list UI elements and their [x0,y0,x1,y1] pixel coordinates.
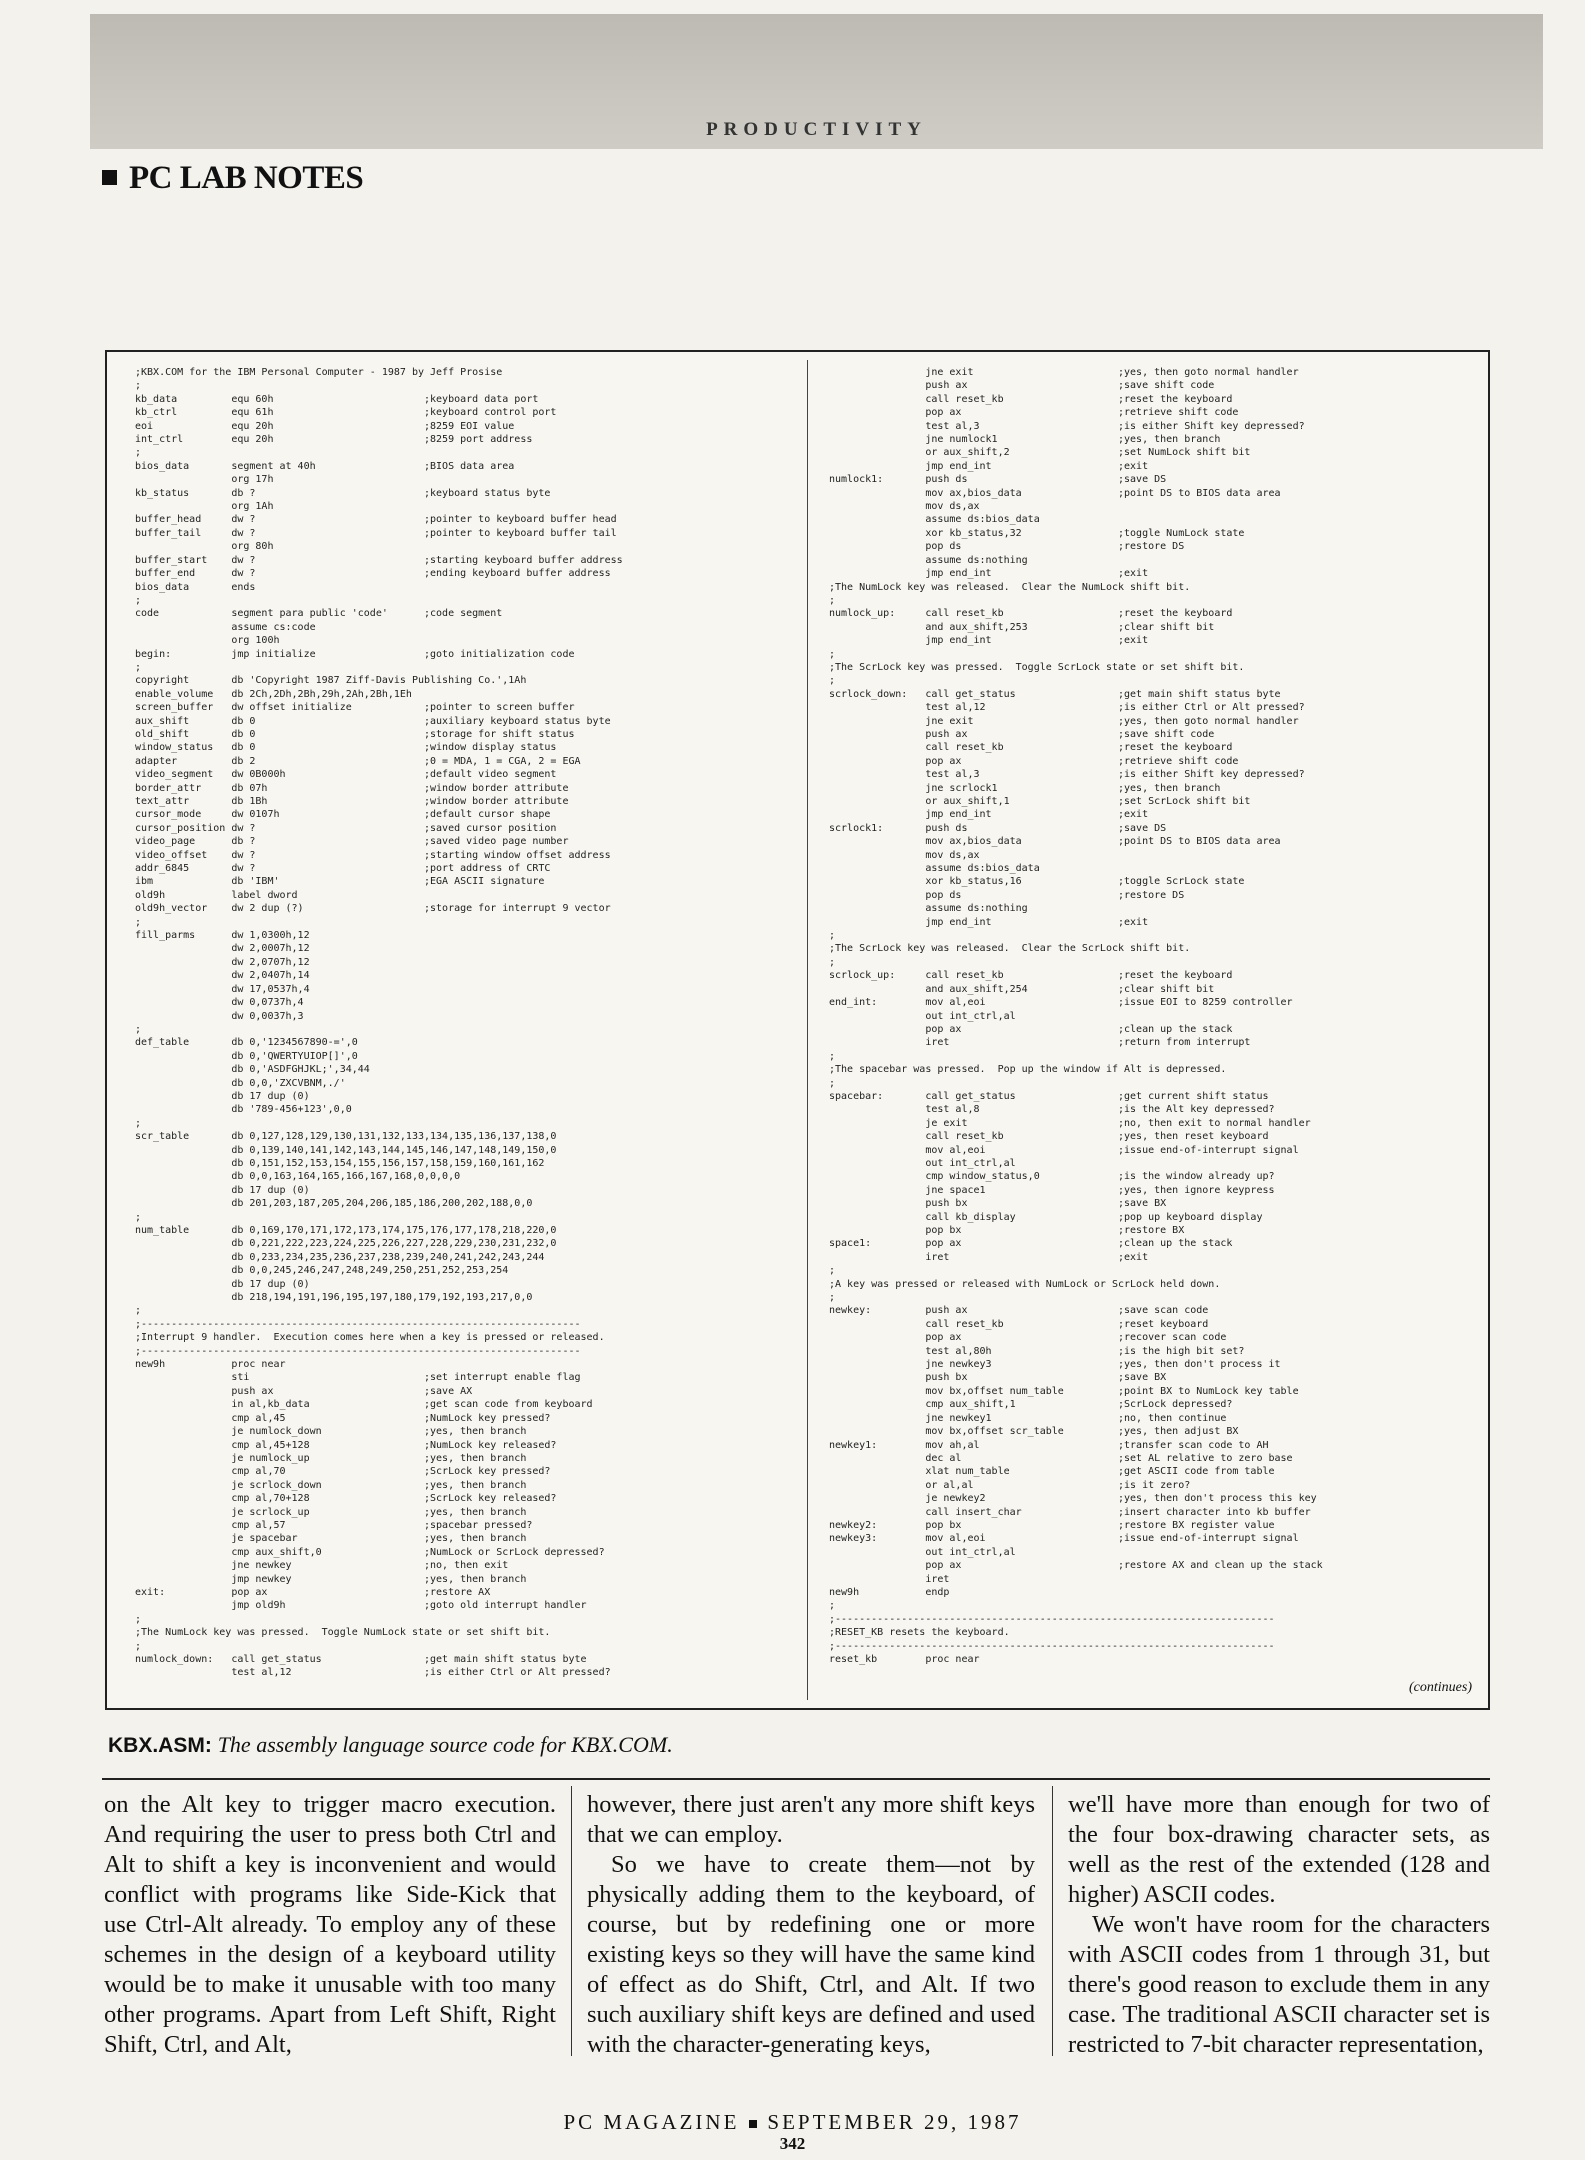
page-footer [0,2110,1585,2135]
code-listing-left-text: ;KBX.COM for the IBM Personal Computer - 1987 by Jeff Prosise ; kb_data equ 60h ;keyboard data port kb_ctrl equ 61h ;keyboard control port eoi equ 20h ;8259 EOI value int_ctrl equ 20h ;8259 port address ; bios_data segment at 40h ;BIOS data area org 17h kb_status db ? ;keyboard status byte org 1Ah buffer_head dw ? ;pointer to keyboard buffer head buffer_tail dw ? ;pointer to keyboard buffer tail org 80h buffer_start dw ? ;starting keyboard buffer address buffer_end dw ? ;ending keyboard buffer address bios_data ends ; code segment para public 'code' ;code segment assume cs:code org 100h begin: jmp initialize ;goto initialization code ; copyright db 'Copyright 1987 Ziff-Davis Publishing Co.',1Ah enable_volume db 2Ch,2Dh,2Bh,29h,2Ah,2Bh,1Eh screen_buffer dw offset initialize ;pointer to screen buffer aux_shift db 0 ;auxiliary keyboard status byte old_shift db 0 ;storage for shift status window_status db 0 ;window display status adapter db 2 ;0 = MDA, 1 = CGA, 2 = EGA video_segment dw 0B000h ;default video segment border_attr db 07h ;window border attribute text_attr db 1Bh ;window border attribute cursor_mode dw 0107h ;default cursor shape cursor_position dw ? ;saved cursor position video_page db ? ;saved video page number video_offset dw ? ;starting window offset address addr_6845 dw ? ;port address of CRTC ibm db 'IBM' ;EGA ASCII signature old9h label dword old9h_vector dw 2 dup (?) ;storage for interrupt 9 vector ; fill_parms dw 1,0300h,12 dw 2,0007h,12 dw 2,0707h,12 dw 2,0407h,14 dw 17,0537h,4 dw 0,0737h,4 dw 0,0037h,3 ; def_table db 0,'1234567890-=',0 db 0,'QWERTYUIOP[]',0 db 0,'ASDFGHJKL;',34,44 db 0,0,'ZXCVBNM,./' db 17 dup (0) db '789-456+123',0,0 ; scr_table db 0,127,128,129,130,131,132,133,134,135,136,137,138,0 db 0,139,140,141,142,143,144,145,146,147,148,149,150,0 db 0,151,152,153,154,155,156,157,158,159,160,161,162 db 0,0,163,164,165,166,167,168,0,0,0,0 db 17 dup (0) db 201,203,187,205,204,206,185,186,200,202,188,0,0 ; num_table db 0,169,170,171,172,173,174,175,176,177,178,218,220,0 db 0,221,222,223,224,225,226,227,228,229,230,231,232,0 db 0,233,234,235,236,237,238,239,240,241,242,243,244 db 0,0,245,246,247,248,249,250,251,252,253,254 db 17 dup (0) db 218,194,191,196,195,197,180,179,192,193,217,0,0 ; ;------------------------------------------------------------------------- ;Interrupt 9 handler. Execution comes here when a key is pressed or released. ;------------------------------------------------------------------------- new9h proc near sti ;set interrupt enable flag push ax ;save AX in al,kb_data ;get scan code from keyboard cmp al,45 ;NumLock key pressed? je numlock_down ;yes, then branch cmp al,45+128 ;NumLock key released? je numlock_up ;yes, then branch cmp al,70 ;ScrLock key pressed? je scrlock_down ;yes, then branch cmp al,70+128 ;ScrLock key released? je scrlock_up ;yes, then branch cmp al,57 ;spacebar pressed? je spacebar ;yes, then branch cmp aux_shift,0 ;NumLock or ScrLock depressed? jne newkey ;no, then exit jmp newkey ;yes, then branch exit: pop ax ;restore AX jmp old9h ;goto old interrupt handler ; ;The NumLock key was pressed. Toggle NumLock state or set shift bit. ; numlock_down: call get_status ;get main shift status byte test al,12 ;is either Ctrl or Alt pressed? [135,367,623,1679]
caption-text: The assembly language source code for KBX.COM. [217,1732,673,1757]
section-banner [90,14,1543,149]
footer-bullet-icon [749,2120,757,2128]
column-rule [1052,1786,1053,2056]
listing-column-divider [807,360,808,1700]
article-paragraph: So we have to create them—not by physically adding them to the keyboard, of course, but by redefining one or more existing keys so they will have the same kind of effect as do Shift, Ctrl, and Alt. If two such auxiliary shift keys are defined and used with the character-generating keys, [587,1851,1035,2058]
article-paragraph: we'll have more than enough for two of the four box-drawing character sets, as well as the rest of the extended (128 and higher) ASCII codes. [1068,1791,1490,1908]
article-column-3 [1068,1790,1490,2060]
bullet-square-icon [102,170,117,185]
code-listing-left-column [135,366,787,1696]
code-listing-box [105,350,1490,1710]
continues-note: (continues) [1409,1680,1472,1695]
column-rule [571,1786,572,2056]
column-title [102,160,363,197]
caption-label: KBX.ASM: [108,1734,212,1757]
code-listing-right-column [829,366,1477,1696]
code-listing-right-text: jne exit ;yes, then goto normal handler push ax ;save shift code call reset_kb ;reset the keyboard pop ax ;retrieve shift code test al,3 ;is either Shift key depressed? jne numlock1 ;yes, then branch or aux_shift,2 ;set NumLock shift bit jmp end_int ;exit numlock1: push ds ;save DS mov ax,bios_data ;point DS to BIOS data area mov ds,ax assume ds:bios_data xor kb_status,32 ;toggle NumLock state pop ds ;restore DS assume ds:nothing jmp end_int ;exit ;The NumLock key was released. Clear the NumLock shift bit. ; numlock_up: call reset_kb ;reset the keyboard and aux_shift,253 ;clear shift bit jmp end_int ;exit ; ;The ScrLock key was pressed. Toggle ScrLock state or set shift bit. ; scrlock_down: call get_status ;get main shift status byte test al,12 ;is either Ctrl or Alt pressed? jne exit ;yes, then goto normal handler push ax ;save shift code call reset_kb ;reset the keyboard pop ax ;retrieve shift code test al,3 ;is either Shift key depressed? jne scrlock1 ;yes, then branch or aux_shift,1 ;set ScrLock shift bit jmp end_int ;exit scrlock1: push ds ;save DS mov ax,bios_data ;point DS to BIOS data area mov ds,ax assume ds:bios_data xor kb_status,16 ;toggle ScrLock state pop ds ;restore DS assume ds:nothing jmp end_int ;exit ; ;The ScrLock key was released. Clear the ScrLock shift bit. ; scrlock_up: call reset_kb ;reset the keyboard and aux_shift,254 ;clear shift bit end_int: mov al,eoi ;issue EOI to 8259 controller out int_ctrl,al pop ax ;clean up the stack iret ;return from interrupt ; ;The spacebar was pressed. Pop up the window if Alt is depressed. ; spacebar: call get_status ;get current shift status test al,8 ;is the Alt key depressed? je exit ;no, then exit to normal handler call reset_kb ;yes, then reset keyboard mov al,eoi ;issue end-of-interrupt signal out int_ctrl,al cmp window_status,0 ;is the window already up? jne space1 ;yes, then ignore keypress push bx ;save BX call kb_display ;pop up keyboard display pop bx ;restore BX space1: pop ax ;clean up the stack iret ;exit ; ;A key was pressed or released with NumLock or ScrLock held down. ; newkey: push ax ;save scan code call reset_kb ;reset keyboard pop ax ;recover scan code test al,80h ;is the high bit set? jne newkey3 ;yes, then don't process it push bx ;save BX mov bx,offset num_table ;point BX to NumLock key table cmp aux_shift,1 ;ScrLock depressed? jne newkey1 ;no, then continue mov bx,offset scr_table ;yes, then adjust BX newkey1: mov ah,al ;transfer scan code to AH dec al ;set AL relative to zero base xlat num_table ;get ASCII code from table or al,al ;is it zero? je newkey2 ;yes, then don't process this key call insert_char ;insert character into kb buffer newkey2: pop bx ;restore BX register value newkey3: mov al,eoi ;issue end-of-interrupt signal out int_ctrl,al pop ax ;restore AX and clean up the stack iret new9h endp ; ;------------------------------------------------------------------------- ;RESET_KB resets the keyboard. ;------------------------------------------------------------------------- reset_kb proc near [829,367,1323,1665]
article-paragraph: We won't have room for the characters with ASCII codes from 1 through 31, but there's good reason to exclude them in any case. The traditional ASCII character set is restricted to 7-bit character representation, [1068,1911,1490,2058]
figure-caption [108,1732,673,1758]
page-number: 342 [779,2134,806,2153]
section-label: PRODUCTIVITY [706,119,927,140]
publication-name: PC MAGAZINE [563,2110,740,2134]
caption-rule [102,1778,1490,1780]
issue-date: SEPTEMBER 29, 1987 [767,2110,1022,2134]
column-title-text: PC LAB NOTES [129,160,364,196]
article-column-2 [587,1790,1035,2060]
article-column-1 [104,1790,556,2060]
article-paragraph: on the Alt key to trigger macro execution. And requiring the user to press both Ctrl and Alt to shift a key is inconvenient and would conflict with programs like Side-Kick that use Ctrl-Alt already. To employ any of these schemes in the design of a keyboard utility would be to make it unusable with too many other programs. Apart from Left Shift, Right Shift, Ctrl, and Alt, [104,1791,556,2058]
article-paragraph: however, there just aren't any more shift keys that we can employ. [587,1791,1035,1848]
